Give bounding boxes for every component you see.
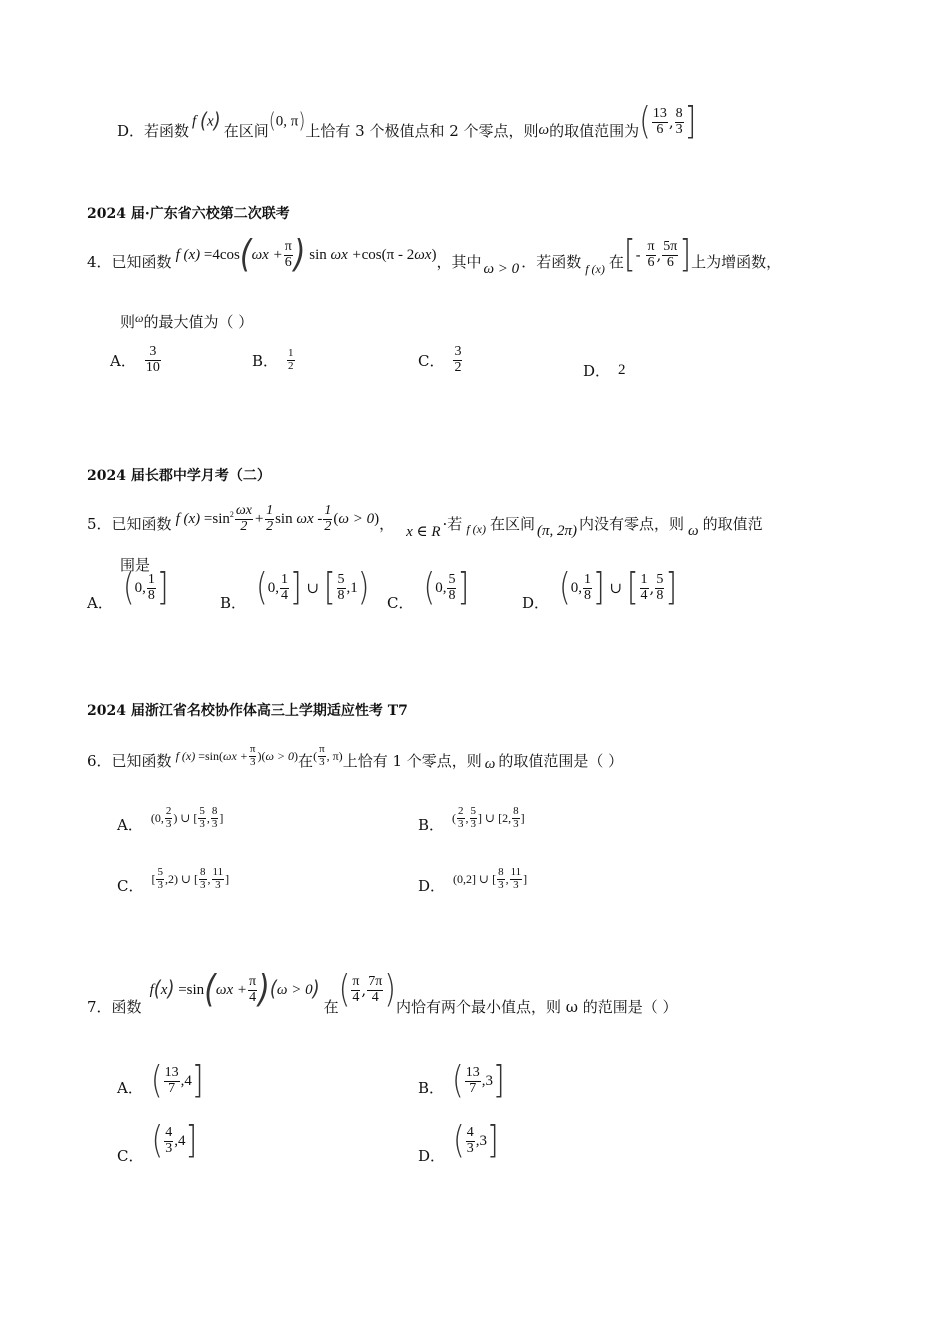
q4-option-c[interactable] [418,345,463,375]
num: 3 [454,344,462,359]
text: 若函数 [144,121,190,140]
text: 在区间 [223,121,269,140]
option-label: A． [110,351,136,370]
den: 3 [466,1140,474,1156]
math-fx: f (x) [585,261,605,276]
question-7 [87,967,678,1016]
math-interval: ( $\frac{\pi}{3}$ , π) [313,743,343,768]
num: 8 [675,106,683,121]
den: 10 [145,359,160,375]
math-interval: (π, 2π) [536,522,578,539]
text: 的最大值为（ ） [143,313,254,331]
text: ， [379,514,395,533]
option-label: C． [117,876,144,895]
option-label: B． [252,351,279,370]
math-condition: ω > 0 [483,260,520,277]
question-5 [87,503,763,540]
math-omega: ω [688,522,699,539]
math-expression: f (x) =sin( ωx + $\frac{\pi}{3}$ )( ω > 0 ) [175,743,299,768]
q5-option-b[interactable]: B． ( 0, $\frac{1}{4}$ ] ∪ [ $\frac{5}{8}$ ,1 ) [220,565,370,612]
option-label: A． [117,815,143,834]
option-label: D． [418,1146,446,1165]
text: ，其中 [436,252,482,271]
math-interval: ( $\frac{13}{6}$ , $\frac{8}{3}$ ] [639,99,697,144]
math-interval: [ - $\frac{\pi}{6}$ , $\frac{5\pi}{6}$ ] [623,232,692,277]
question-number: 6． [87,751,112,770]
question-number: 4． [87,252,112,271]
section-title: 2024 届浙江省名校协作体高三上学期适应性考 T7 [87,703,408,719]
num: 1 [288,347,294,359]
den: 3 [675,121,683,137]
option-label: A． [87,593,113,612]
math-expression: f (x) =4cos ( ωx + $\frac{\pi}{6}$ ) sin ωx + cos(π - 2 ωx ) [175,232,437,277]
den: 2 [454,359,462,375]
q7-option-a[interactable]: A． ( $\frac{13}{7}$ , 4 ] [117,1058,204,1103]
option-label: D． [117,121,145,140]
q4-option-b[interactable] [252,348,296,372]
bound: 4 [184,1072,192,1089]
num: 13 [164,1065,179,1080]
q6-option-d[interactable]: D． (0,2] ∪ [ $\frac{8}{3}$ , $\frac{11}{3}$ ] [418,866,528,895]
question-6 [87,743,624,772]
option-label: D． [583,362,611,380]
num: 13 [465,1065,480,1080]
num: 4 [466,1125,474,1140]
text: ．若函数 [521,252,582,271]
question-4 [87,232,782,277]
text: 在 [323,997,339,1016]
bound: 3 [485,1072,493,1089]
option-label: C． [418,351,445,370]
text: 的取值范 [702,514,763,533]
option-label: D． [418,876,446,895]
q6-option-b[interactable]: B． ( $\frac{2}{3}$ , $\frac{5}{3}$ ] ∪ [2, $\frac{8}{3}$ ] [418,805,525,834]
question-number: 7． [87,997,112,1016]
text: 已知函数 [111,751,172,770]
text: 上恰有 1 个零点，则 [342,751,482,770]
den: 7 [168,1080,176,1096]
q6-option-c[interactable]: C． [ $\frac{5}{3}$ ,2) ∪ [ $\frac{8}{3}$ , $\frac{11}{3}$ ] [117,866,230,895]
option-label: A． [117,1078,143,1097]
text: 内恰有两个最小值点，则 ω 的范围是（ ） [396,997,678,1016]
num: 3 [145,345,161,361]
q5-option-d[interactable]: D． ( 0, $\frac{1}{8}$ ] ∪ [ $\frac{1}{4}$ , $\frac{5}{8}$ ] [522,565,678,612]
section-title: 2024 届长郡中学月考（二） [87,468,271,484]
den: 2 [288,359,294,372]
question-number: 5． [87,514,112,533]
question-5-line2: 围是 [120,556,151,574]
math-fx: f (x) [192,108,221,135]
q5-option-a[interactable]: A． ( 0, $\frac{1}{8}$ ] [87,565,169,612]
text: 则 [120,313,136,331]
math-omega: ω [135,311,144,325]
math-fx: f (x) [466,521,486,536]
q7-option-b[interactable]: B． ( $\frac{13}{7}$ , 3 ] [418,1058,505,1103]
den: 3 [165,1140,173,1156]
text: 上恰有 3 个极值点和 2 个零点，则 [305,121,539,140]
num: 13 [652,106,667,121]
text: 的取值范围为 [549,121,640,140]
num: 4 [165,1125,173,1140]
text: 内没有零点，则 [579,514,685,533]
bound: 4 [177,1132,186,1149]
math-interval: ( $\frac{\pi}{4}$ , $\frac{7\pi}{4}$ ) [338,967,396,1012]
option-label: B． [418,1078,445,1097]
q7-option-c[interactable]: C． ( $\frac{4}{3}$ , 4 ] [117,1118,198,1165]
bound: 3 [479,1132,487,1149]
q4-option-a[interactable] [110,345,162,375]
text: 的取值范围是（ ） [498,751,624,770]
text: 在区间 [489,514,535,533]
q7-option-d[interactable]: D． ( $\frac{4}{3}$ , 3 ] [418,1118,499,1165]
text: 在 [298,751,314,770]
q5-option-c[interactable]: C． ( 0, $\frac{5}{8}$ ] [387,565,470,612]
text: 已知函数 [111,514,172,533]
math-omega: ω [538,121,550,138]
q4-option-d[interactable] [583,360,626,381]
value: 2 [618,362,626,378]
q3-option-d [117,99,697,145]
option-label: D． [522,593,550,612]
text: 已知函数 [111,252,172,271]
math-expression: f (x) $=\sin^2$ $\frac{\omega x}{2}$ + $\frac{1}{2}$ sin ωx - $\frac{1}{2}$ ( ω > 0 ) [175,503,380,534]
math-omega: ω [484,755,496,772]
option-label: C． [117,1146,144,1165]
option-label: B． [418,815,445,834]
option-label: B． [220,593,247,612]
math-condition: x ∈ R [406,523,441,540]
math-expression: f ( x ) =sin ( ωx + $\frac{\pi}{4}$ ) ( ω > 0 ) [149,967,320,1012]
section-title: 2024 届·广东省六校第二次联考 [87,206,290,222]
q6-option-a[interactable]: A． (0, $\frac{2}{3}$ ) ∪ [ $\frac{5}{3}$ , $\frac{8}{3}$ ] [117,805,224,834]
text: ·若 [442,514,463,533]
text: 函数 [111,997,142,1016]
text: 在 [608,252,624,271]
option-label: C． [387,593,414,612]
question-4-line2 [120,311,253,332]
text: 上为增函数， [691,252,782,271]
den: 6 [656,121,664,137]
den: 7 [469,1080,477,1096]
math-interval: (0, π) [268,108,306,135]
